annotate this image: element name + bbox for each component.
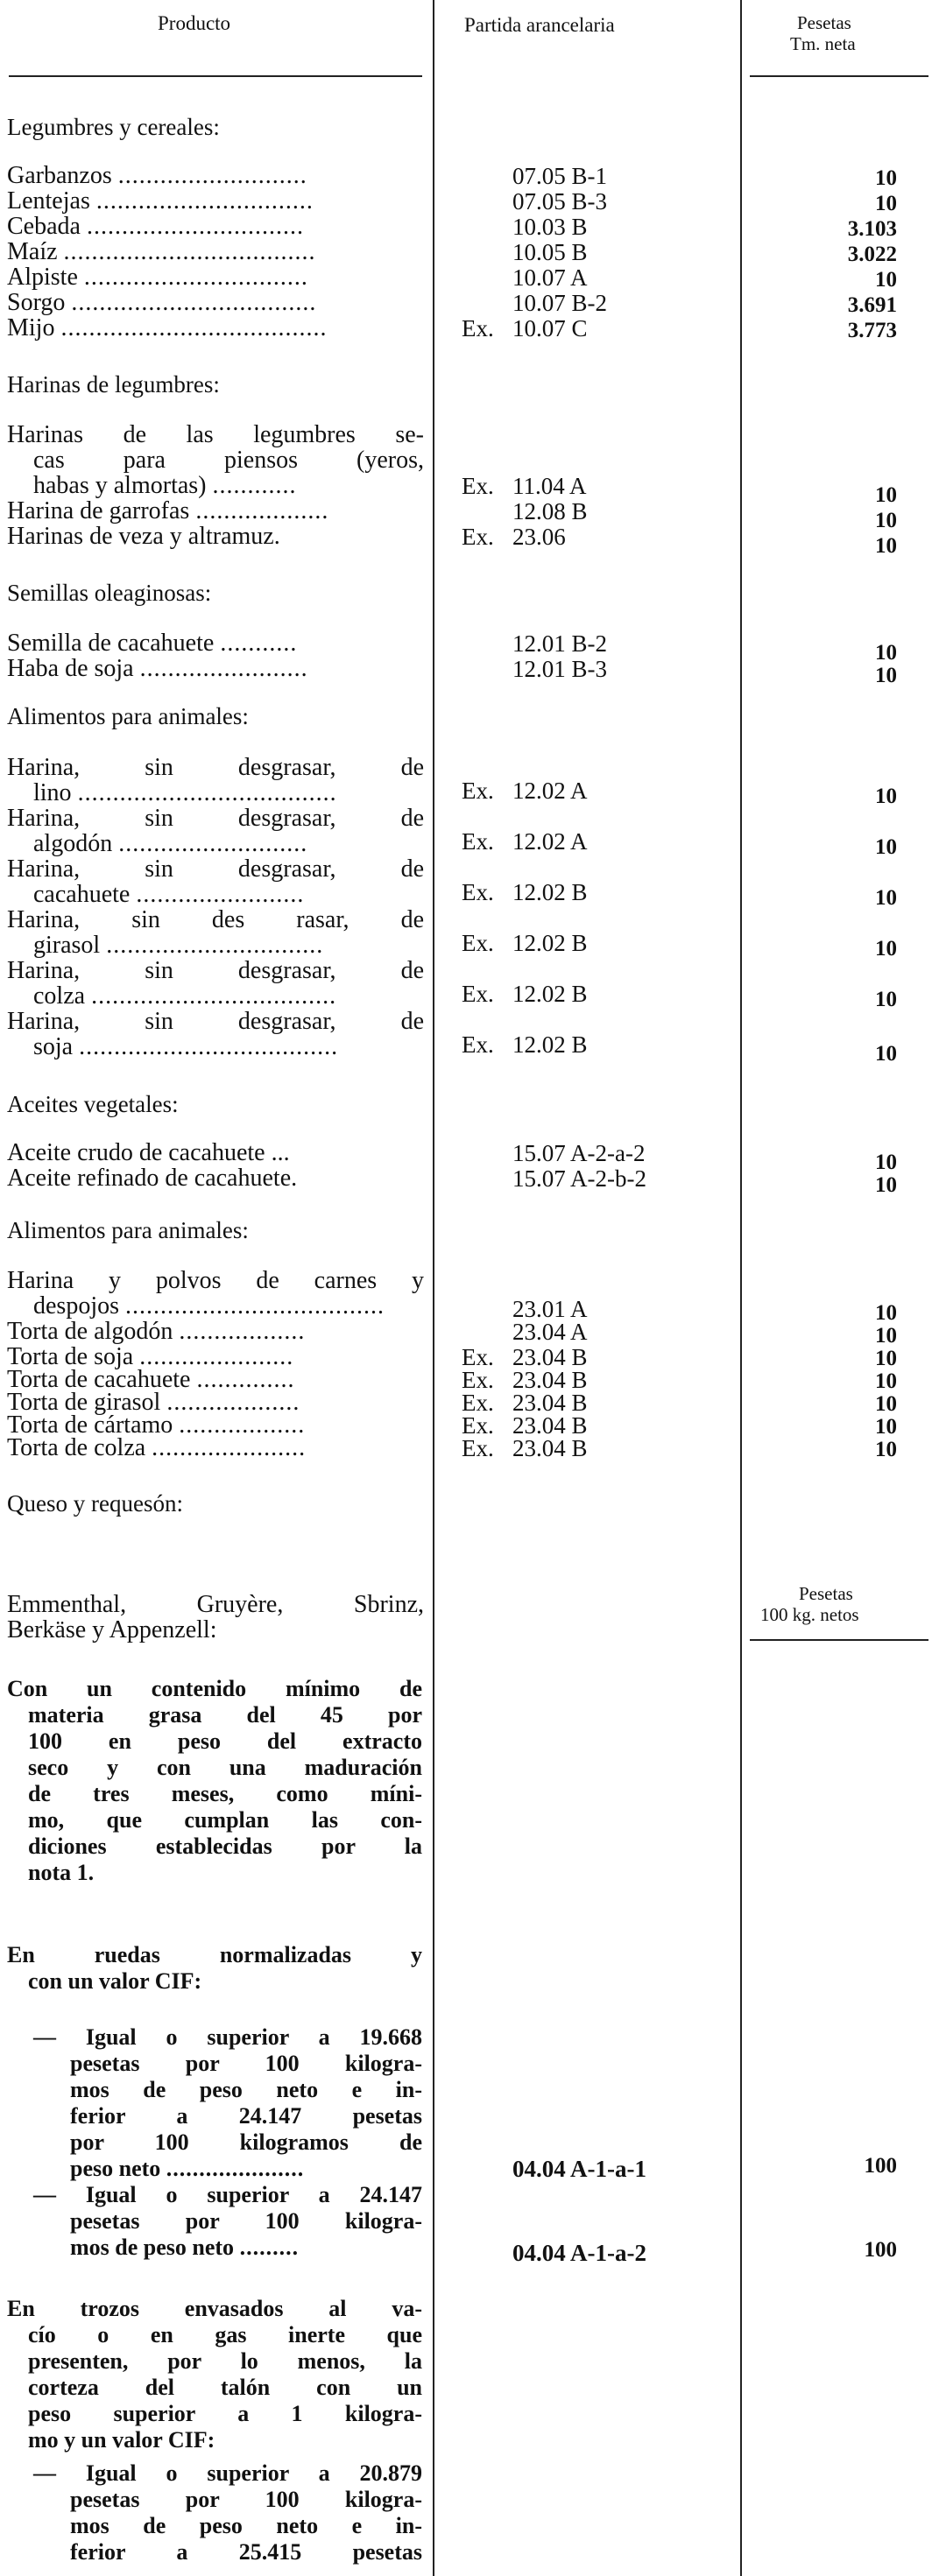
price-torta-girasol: 10 <box>875 1392 897 1416</box>
code-mijo: Ex. 10.07 C <box>462 315 588 341</box>
row-harinas-legumbres-2: cas para piensos (yeros, <box>33 447 424 474</box>
code-colza-harina: Ex. 12.02 B <box>462 981 588 1007</box>
code-algodon: Ex. 12.02 A <box>462 828 588 855</box>
p1-line: diciones establecidas por la <box>28 1833 422 1859</box>
row-aceite-refinado: Aceite refinado de cacahuete. <box>7 1165 298 1192</box>
header-price-1: Pesetas <box>797 12 851 33</box>
row-girasol-harina-2: girasol ............................... <box>33 932 324 959</box>
code-torta-colza: Ex. 23.04 B <box>462 1435 588 1461</box>
code-harinas-legumbres: Ex. 11.04 A <box>462 473 587 499</box>
price-sorgo: 3.691 <box>847 293 897 317</box>
p1-line: nota 1. <box>28 1860 95 1885</box>
row-lino-2: lino ..................................... <box>33 779 337 806</box>
price-lino: 10 <box>875 785 897 808</box>
header-price-2: Tm. neta <box>790 33 856 54</box>
code-girasol-harina: Ex. 12.02 B <box>462 930 588 956</box>
header-rule-price-2 <box>750 1639 928 1641</box>
price-torta-soja: 10 <box>875 1347 897 1370</box>
row-torta-colza: Torta de colza ...................... <box>7 1434 307 1461</box>
p3-line: mo y un valor CIF: <box>28 2427 215 2453</box>
row-cacahuete-harina-2: cacahuete ........................ <box>33 881 305 908</box>
price-torta-algodon: 10 <box>875 1324 897 1348</box>
section-alimentos-1: Alimentos para animales: <box>7 703 249 729</box>
row-cacahuete-harina-1: Harina, sin desgrasar, de <box>7 855 424 883</box>
price-mijo: 3.773 <box>847 319 897 342</box>
p2-line: con un valor CIF: <box>28 1968 202 1994</box>
s3-line: ferior a 25.415 pesetas <box>70 2539 422 2565</box>
p2-line: En ruedas normalizadas y <box>7 1942 422 1967</box>
s2-line: pesetas por 100 kilogra- <box>70 2208 422 2234</box>
row-harinas-legumbres-3: habas y almortas) ............ <box>33 472 297 499</box>
section-aceites: Aceites vegetales: <box>7 1091 179 1117</box>
price-cebada: 3.103 <box>847 217 897 241</box>
price-harinas-legumbres: 10 <box>875 483 897 507</box>
code-torta-cacahuete: Ex. 23.04 B <box>462 1367 588 1393</box>
cheese-paragraph-3 <box>7 2296 422 2453</box>
s2-line: — Igual o superior a 24.147 <box>33 2182 422 2207</box>
section-alimentos-2: Alimentos para animales: <box>7 1217 249 1243</box>
row-soja-harina-2: soja ..................................... <box>33 1033 339 1060</box>
cheese-sub-1 <box>7 2024 422 2182</box>
s1-line: ferior a 24.147 pesetas <box>70 2103 422 2129</box>
row-lentejas: Lentejas ............................... <box>7 187 314 215</box>
price-lentejas: 10 <box>875 192 897 215</box>
s1-line: pesetas por 100 kilogra- <box>70 2051 422 2076</box>
row-colza-harina-2: colza ................................... <box>33 982 337 1010</box>
price-cacahuete-semilla: 10 <box>875 641 897 665</box>
cheese-paragraph-2 <box>7 1942 422 1995</box>
price-alpiste: 10 <box>875 268 897 292</box>
cheese-paragraph-1 <box>7 1676 422 1886</box>
row-torta-cartamo: Torta de cártamo .................. <box>7 1411 306 1439</box>
column-rule-2 <box>740 0 742 2576</box>
p3-line: corteza del talón con un <box>28 2375 422 2400</box>
s1-line: — Igual o superior a 19.668 <box>33 2024 422 2050</box>
code-haba-soja: 12.01 B-3 <box>512 656 607 682</box>
price-cacahuete-harina: 10 <box>875 886 897 910</box>
price-cheese-1: 100 <box>864 2154 897 2178</box>
row-sorgo: Sorgo ................................... <box>7 289 317 316</box>
header-rule-price <box>750 75 928 77</box>
row-torta-soja: Torta de soja ...................... <box>7 1343 294 1370</box>
row-colza-harina-1: Harina, sin desgrasar, de <box>7 957 424 984</box>
code-sorgo: 10.07 B-2 <box>512 290 607 316</box>
price-aceite-refinado: 10 <box>875 1173 897 1197</box>
s1-line: por 100 kilogramos de <box>70 2129 422 2155</box>
price-torta-colza: 10 <box>875 1438 897 1461</box>
section-queso: Queso y requesón: <box>7 1490 183 1517</box>
price-haba-soja: 10 <box>875 664 897 687</box>
code-soja-harina: Ex. 12.02 B <box>462 1031 588 1058</box>
row-torta-cacahuete: Torta de cacahuete .............. <box>7 1366 295 1393</box>
code-torta-girasol: Ex. 23.04 B <box>462 1390 588 1416</box>
row-haba-soja: Haba de soja ........................ <box>7 655 308 682</box>
row-maiz: Maíz .................................... <box>7 238 316 265</box>
price-garrofas: 10 <box>875 509 897 532</box>
p1-line: 100 en peso del extracto <box>28 1728 422 1754</box>
section-legumbres: Legumbres y cereales: <box>7 114 220 140</box>
code-lentejas: 07.05 B-3 <box>512 188 607 215</box>
code-cacahuete-harina: Ex. 12.02 B <box>462 879 588 905</box>
code-lino: Ex. 12.02 A <box>462 778 588 804</box>
code-cebada: 10.03 B <box>512 214 588 240</box>
row-garbanzos: Garbanzos ........................... <box>7 162 307 189</box>
header-price-alt-2: 100 kg. netos <box>760 1604 859 1625</box>
price-cheese-2: 100 <box>864 2238 897 2262</box>
code-garbanzos: 07.05 B-1 <box>512 163 607 189</box>
code-aceite-refinado: 15.07 A-2-b-2 <box>512 1165 646 1192</box>
price-maiz: 3.022 <box>847 243 897 266</box>
p1-line: seco y con una maduración <box>28 1755 422 1780</box>
cheese-title-1: Emmenthal, Gruyère, Sbrinz, <box>7 1591 424 1618</box>
cheese-title-2: Berkäse y Appenzell: <box>7 1616 217 1643</box>
row-alpiste: Alpiste ................................ <box>7 264 308 291</box>
code-torta-cartamo: Ex. 23.04 B <box>462 1412 588 1439</box>
header-rule-product <box>9 75 422 77</box>
p3-line: peso superior a 1 kilogra- <box>28 2401 422 2426</box>
code-torta-algodon: 23.04 A <box>512 1319 588 1345</box>
price-torta-cacahuete: 10 <box>875 1369 897 1393</box>
row-carnes-1: Harina y polvos de carnes y <box>7 1267 424 1294</box>
p3-line: En trozos envasados al va- <box>7 2296 422 2321</box>
price-soja-harina: 10 <box>875 1042 897 1066</box>
cheese-sub-2 <box>7 2182 422 2261</box>
price-garbanzos: 10 <box>875 166 897 190</box>
p3-line: presenten, por lo menos, la <box>28 2348 422 2374</box>
code-cheese-2: 04.04 A-1-a-2 <box>512 2240 646 2266</box>
row-girasol-harina-1: Harina, sin des rasar, de <box>7 906 424 933</box>
cheese-sub-3 <box>7 2460 422 2565</box>
code-veza: Ex. 23.06 <box>462 524 566 550</box>
code-aceite-crudo: 15.07 A-2-a-2 <box>512 1140 646 1166</box>
row-lino-1: Harina, sin desgrasar, de <box>7 754 424 781</box>
s3-line: pesetas por 100 kilogra- <box>70 2487 422 2512</box>
code-garrofas: 12.08 B <box>512 498 588 524</box>
row-cacahuete-semilla: Semilla de cacahuete ........... <box>7 630 298 657</box>
price-aceite-crudo: 10 <box>875 1151 897 1174</box>
code-cheese-1: 04.04 A-1-a-1 <box>512 2156 646 2182</box>
price-torta-cartamo: 10 <box>875 1415 897 1439</box>
row-torta-algodon: Torta de algodón .................. <box>7 1318 306 1345</box>
s1-line: peso neto ..................... <box>70 2156 305 2181</box>
row-carnes-2: despojos ..................................... <box>33 1292 385 1320</box>
s1-line: mos de peso neto e in- <box>70 2077 422 2102</box>
p3-line: cío o en gas inerte que <box>28 2322 422 2347</box>
price-girasol-harina: 10 <box>875 937 897 961</box>
code-alpiste: 10.07 A <box>512 264 588 291</box>
row-soja-harina-1: Harina, sin desgrasar, de <box>7 1008 424 1035</box>
p1-line: Con un contenido mínimo de <box>7 1676 422 1701</box>
section-semillas: Semillas oleaginosas: <box>7 580 212 606</box>
row-algodon-2: algodón ........................... <box>33 830 308 857</box>
header-price-alt-1: Pesetas <box>799 1583 853 1604</box>
s3-line: mos de peso neto e in- <box>70 2513 422 2538</box>
code-cacahuete-semilla: 12.01 B-2 <box>512 630 607 657</box>
section-harinas: Harinas de legumbres: <box>7 371 220 398</box>
code-maiz: 10.05 B <box>512 239 588 265</box>
row-harinas-legumbres-1: Harinas de las legumbres se- <box>7 421 424 448</box>
price-carnes: 10 <box>875 1301 897 1325</box>
s2-line: mos de peso neto ......... <box>70 2235 300 2260</box>
price-algodon: 10 <box>875 835 897 859</box>
row-garrofas: Harina de garrofas ................... <box>7 497 329 524</box>
price-veza: 10 <box>875 534 897 558</box>
row-veza: Harinas de veza y altramuz. <box>7 523 280 550</box>
p1-line: materia grasa del 45 por <box>28 1702 422 1728</box>
header-partida: Partida arancelaria <box>464 14 615 36</box>
row-cebada: Cebada ............................... <box>7 213 304 240</box>
row-algodon-1: Harina, sin desgrasar, de <box>7 805 424 832</box>
row-torta-girasol: Torta de girasol ................... <box>7 1389 300 1416</box>
code-carnes: 23.01 A <box>512 1296 588 1322</box>
s3-line: — Igual o superior a 20.879 <box>33 2460 422 2486</box>
code-torta-soja: Ex. 23.04 B <box>462 1344 588 1370</box>
row-mijo: Mijo ...................................... <box>7 314 328 341</box>
p1-line: de tres meses, como míni- <box>28 1781 422 1806</box>
column-rule-1 <box>433 0 434 2576</box>
price-colza-harina: 10 <box>875 988 897 1011</box>
header-product: Producto <box>158 12 231 34</box>
p1-line: mo, que cumplan las con- <box>28 1807 422 1833</box>
row-aceite-crudo: Aceite crudo de cacahuete ... <box>7 1139 290 1166</box>
